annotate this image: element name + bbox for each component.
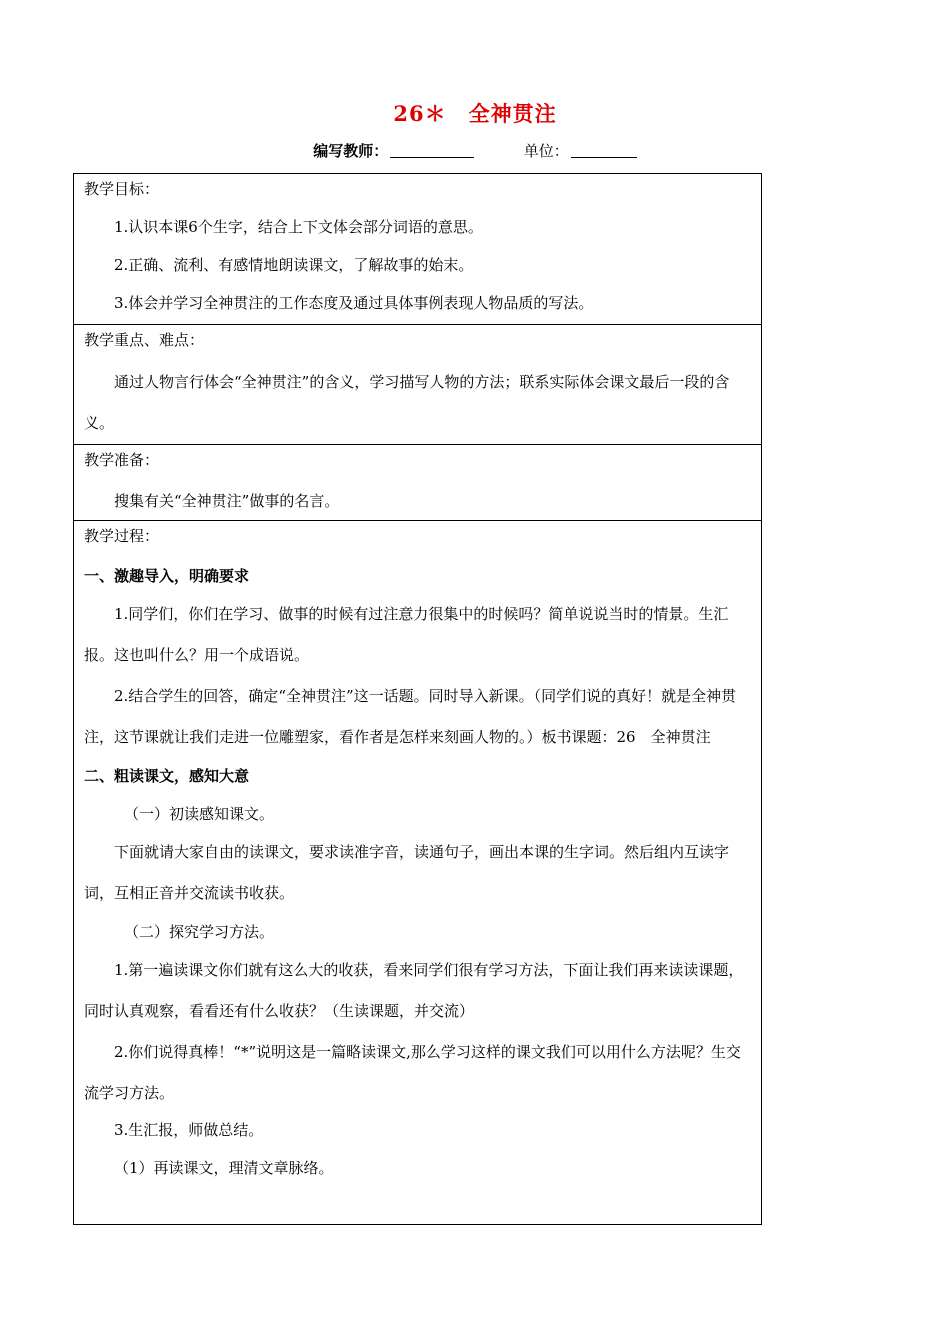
process-part2-title: 二、粗读课文，感知大意 bbox=[84, 767, 250, 785]
unit-blank bbox=[571, 143, 637, 158]
goal-item: 3.体会并学习全神贯注的工作态度及通过具体事例表现人物品质的写法。 bbox=[114, 294, 594, 312]
preparation-heading: 教学准备： bbox=[84, 451, 160, 469]
page-title bbox=[0, 98, 950, 128]
lesson-number: 26＊ bbox=[393, 101, 447, 126]
process-cell bbox=[74, 520, 761, 1224]
author-line bbox=[0, 140, 950, 161]
unit-label: 单位： bbox=[523, 142, 569, 160]
process-paragraph: 1.同学们，你们在学习、做事的时候有过注意力很集中的时候吗？简单说说当时的情景。生汇报。这也叫什么？用一个成语说。 bbox=[84, 605, 729, 664]
process-paragraph: 2.你们说得真棒！“*”说明这是一篇略读课文,那么学习这样的课文我们可以用什么方法呢？生交流学习方法。 bbox=[84, 1043, 741, 1102]
teacher-label: 编写教师： bbox=[313, 142, 389, 160]
process-heading: 教学过程： bbox=[84, 527, 160, 545]
process-paragraph: 2.结合学生的回答，确定“全神贯注”这一话题。同时导入新课。（同学们说的真好！就是全神贯注，这节课就让我们走进一位雕塑家，看作者是怎样来刻画人物的。）板书课题：26 全神贯注 bbox=[84, 687, 737, 746]
goals-cell bbox=[74, 174, 761, 324]
process-paragraph: 3.生汇报，师做总结。 bbox=[114, 1121, 264, 1139]
key-points-cell bbox=[74, 324, 761, 444]
preparation-cell bbox=[74, 444, 761, 520]
goals-heading: 教学目标： bbox=[84, 180, 160, 198]
process-paragraph: 下面就请大家自由的读课文，要求读准字音，读通句子，画出本课的生字词。然后组内互读字词，互相正音并交流读书收获。 bbox=[84, 843, 730, 902]
process-subheading: （二）探究学习方法。 bbox=[124, 923, 275, 941]
goal-item: 1.认识本课6个生字，结合上下文体会部分词语的意思。 bbox=[114, 218, 483, 236]
teacher-blank bbox=[390, 143, 474, 158]
process-subheading: （一）初读感知课文。 bbox=[124, 805, 275, 823]
process-paragraph: 1.第一遍读课文你们就有这么大的收获，看来同学们很有学习方法，下面让我们再来读读课题，同时认真观察，看看还有什么收获？（生读课题，并交流） bbox=[84, 961, 744, 1020]
key-points-heading: 教学重点、难点： bbox=[84, 331, 205, 349]
process-part1-title: 一、激趣导入，明确要求 bbox=[84, 567, 250, 585]
preparation-text: 搜集有关“全神贯注”做事的名言。 bbox=[114, 492, 340, 510]
process-paragraph: （1）再读课文，理清文章脉络。 bbox=[114, 1159, 334, 1177]
goal-item: 2.正确、流利、有感情地朗读课文，了解故事的始末。 bbox=[114, 256, 474, 274]
lesson-plan-table bbox=[73, 173, 762, 1225]
lesson-name: 全神贯注 bbox=[468, 101, 557, 126]
key-points-text: 通过人物言行体会“全神贯注”的含义，学习描写人物的方法；联系实际体会课文最后一段的含义。 bbox=[84, 373, 730, 432]
